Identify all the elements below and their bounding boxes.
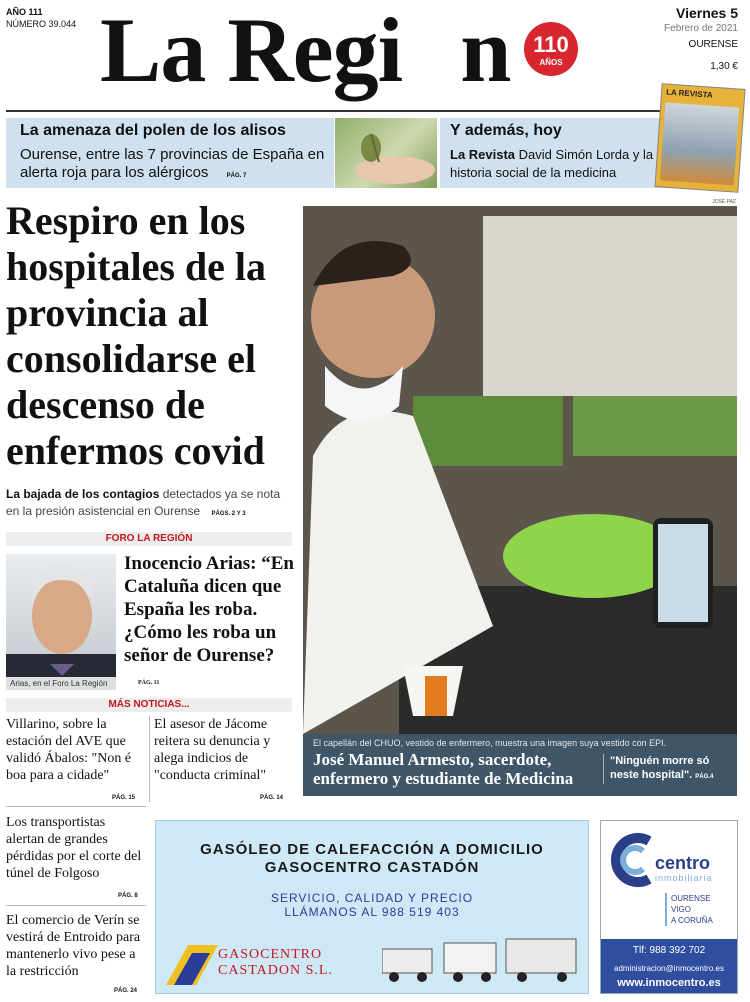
realestate-subtitle: inmobiliaria	[655, 873, 713, 883]
news-item[interactable]	[6, 716, 146, 784]
pollen-hand-illustration	[335, 118, 437, 188]
promo-pollen-body: Ourense, entre las 7 provincias de España en alerta roja para los alérgicos	[20, 146, 325, 181]
promo-extra-headline: Y además, hoy	[450, 122, 562, 139]
promo-extra-text	[450, 146, 665, 182]
realestate-city: OURENSE	[671, 894, 711, 903]
edition-info	[6, 6, 76, 30]
year-label: AÑO 111	[6, 7, 43, 17]
ad-fuel-brand-line2: CASTADON S.L.	[218, 963, 333, 978]
news-divider	[6, 806, 146, 807]
magazine-cover[interactable]	[654, 83, 745, 193]
realestate-contact	[601, 939, 737, 993]
foro-photo-caption: Arias, en el Foro La Región	[6, 677, 116, 690]
news-item-page: PÁG. 14	[260, 795, 284, 801]
news-item-page: PÁG. 24	[114, 988, 138, 994]
city: OURENSE	[688, 39, 738, 50]
promo-extra-body: David Simón Lorda y la historia social de la medicina	[450, 147, 654, 180]
ad-fuel-brand-line1: GASOCENTRO	[218, 947, 323, 962]
lead-subheadline	[6, 486, 296, 523]
ad-fuel-line1: GASÓLEO DE CALEFACCIÓN A DOMICILIO	[200, 841, 544, 858]
ad-fuel-line3: SERVICIO, CALIDAD Y PRECIO	[270, 891, 474, 905]
anniversary-number: 110	[533, 32, 569, 57]
lead-quote-text: "Ninguén morre só neste hospital".	[610, 755, 710, 781]
issue-number: NÚMERO 39.044	[6, 19, 77, 29]
lead-headline[interactable]: Respiro en los hospitales de la provincia al consolidarse el descenso de enfermos covid	[6, 198, 267, 473]
realestate-phone: Tlf: 988 392 702	[632, 945, 706, 956]
foro-headline[interactable]	[124, 552, 296, 695]
news-divider	[6, 905, 146, 906]
masthead-divider	[6, 110, 744, 112]
promo-pollen-text	[20, 146, 330, 185]
anniversary-badge	[524, 22, 578, 76]
news-item[interactable]	[6, 912, 146, 980]
anniversary-label: AÑOS	[539, 58, 563, 67]
logo-text-start: La Regi	[100, 0, 403, 101]
news-item[interactable]	[154, 716, 294, 784]
photo-credit: JOSÉ PAZ	[712, 199, 736, 205]
lead-sub-rest: detectados ya se nota en la presión asistencial en Ourense	[6, 487, 281, 518]
realestate-advertisement[interactable]	[600, 820, 738, 994]
foro-headline-text: Inocencio Arias: “En Cataluña dicen que España les roba. ¿Cómo les roba un señor de Ourense?	[124, 553, 294, 666]
foro-section-label: FORO LA REGIÓN	[6, 532, 292, 546]
column-divider	[149, 716, 150, 802]
lead-page: PÁGS. 2 Y 3	[211, 511, 246, 517]
news-item-text: Los transportistas alertan de grandes pérdidas por el corte del túnel de Folgoso	[6, 815, 142, 881]
fuel-advertisement[interactable]	[155, 820, 589, 994]
promo-extra-brand: La Revista	[450, 147, 516, 162]
lead-caption: El capellán del CHUO, vestido de enfermero, muestra una imagen suya vestido con EPI.	[313, 738, 667, 748]
gasocentro-logo-icon	[166, 945, 218, 985]
realestate-web[interactable]: www.inmocentro.es	[617, 977, 721, 989]
price: 1,30 €	[710, 61, 738, 72]
news-item-text: El comercio de Verín se vestirá de Entroido para mantenerlo vivo pese a la restricción	[6, 913, 141, 979]
news-item-text: Villarino, sobre la estación del AVE que validó Ábalos: "Non é boa para a cidade"	[6, 717, 132, 783]
weekday: Viernes 5	[675, 5, 738, 21]
lead-photo-illustration	[303, 206, 737, 734]
foro-portrait	[6, 554, 116, 690]
realestate-name: centro	[655, 853, 711, 873]
date-block	[658, 4, 738, 74]
news-item-page: PÁG. 8	[118, 893, 138, 899]
promo-pollen-page: PÁG. 7	[226, 173, 247, 179]
ad-fuel-brand	[218, 947, 333, 979]
lead-quote-page: PÁG.4	[695, 774, 714, 780]
news-item[interactable]	[6, 814, 146, 882]
magazine-title: LA REVISTA	[665, 87, 713, 100]
magazine-photo	[660, 102, 739, 185]
realestate-cities	[665, 893, 713, 926]
lead-caption-headline[interactable]: José Manuel Armesto, sacerdote, enfermero y estudiante de Medicina	[313, 750, 574, 788]
ad-fuel-line2: GASOCENTRO CASTADÓN	[264, 859, 480, 876]
realestate-email[interactable]: administracion@inmocentro.es	[614, 964, 724, 973]
tanker-trucks-icon	[382, 933, 582, 985]
logo-text-end: n	[460, 0, 511, 101]
news-item-text: El asesor de Jácome reitera su denuncia y alega indicios de "conducta criminal"	[154, 717, 271, 783]
promo-extra[interactable]	[440, 118, 666, 188]
lead-caption-box	[303, 734, 737, 796]
news-item-page: PÁG. 15	[112, 795, 136, 801]
pollen-photo	[335, 118, 437, 188]
date: Febrero de 2021	[664, 23, 738, 34]
centro-logo-icon	[609, 833, 653, 887]
promo-pollen[interactable]	[6, 118, 334, 188]
realestate-city: A CORUÑA	[671, 916, 713, 925]
lead-sub-bold: La bajada de los contagios	[6, 487, 160, 501]
lead-photo[interactable]	[303, 206, 737, 734]
foro-page: PÁG. 11	[138, 680, 160, 686]
promo-pollen-headline: La amenaza del polen de los alisos	[20, 122, 286, 139]
more-news-label: MÁS NOTICIAS...	[6, 698, 292, 712]
ad-fuel-line4: LLÁMANOS AL 988 519 403	[284, 905, 460, 919]
foro-photo[interactable]	[6, 554, 116, 690]
realestate-city: VIGO	[671, 905, 692, 914]
lead-quote	[603, 754, 731, 784]
